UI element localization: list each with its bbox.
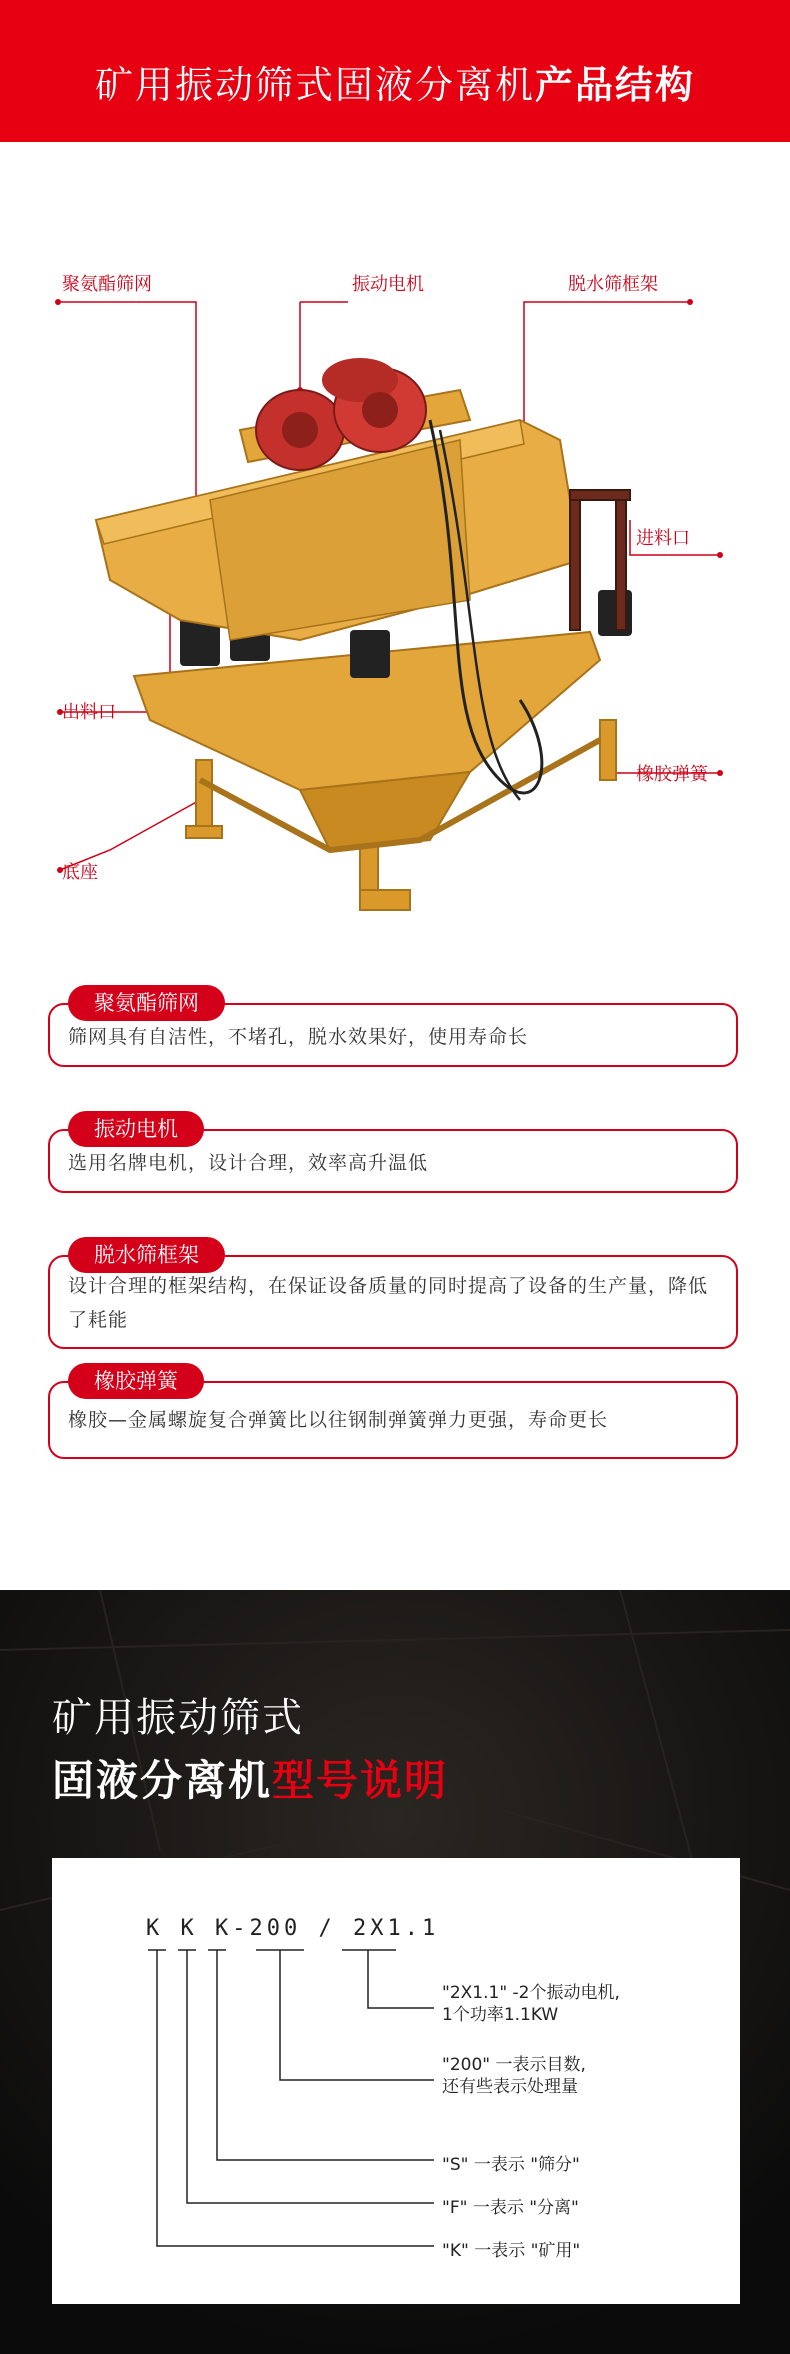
callout-frame: 脱水筛框架 bbox=[568, 274, 658, 295]
feature-text: 选用名牌电机，设计合理，效率高升温低 bbox=[68, 1152, 429, 1174]
explain-mesh-2: 还有些表示处理量 bbox=[442, 2077, 578, 2097]
callout-spring: 橡胶弹簧 bbox=[636, 764, 708, 785]
callout-motor: 振动电机 bbox=[352, 274, 424, 295]
feature-tag: 聚氨酯筛网 bbox=[68, 985, 225, 1021]
model-code-card bbox=[52, 1858, 740, 2304]
machine-illustration bbox=[0, 142, 790, 962]
callout-screen: 聚氨酯筛网 bbox=[62, 274, 152, 295]
callout-outlet: 出料口 bbox=[62, 702, 116, 723]
feature-tag: 振动电机 bbox=[68, 1111, 204, 1147]
explain-f: "F" 一表示 "分离" bbox=[442, 2198, 579, 2218]
model-heading-red: 型号说明 bbox=[272, 1756, 449, 1805]
explain-k: "K" 一表示 "矿用" bbox=[442, 2241, 581, 2261]
title-normal: 矿用振动筛式固液分离机 bbox=[94, 63, 535, 107]
machine-diagram bbox=[0, 142, 790, 962]
code-k2: K bbox=[180, 1916, 198, 1941]
callout-inlet: 进料口 bbox=[636, 528, 690, 549]
code-k3: K bbox=[215, 1916, 233, 1941]
code-rest: -200 / 2X1.1 bbox=[232, 1916, 440, 1941]
page-title bbox=[0, 54, 790, 109]
feature-text: 设计合理的框架结构，在保证设备质量的同时提高了设备的生产量，降低了耗能 bbox=[68, 1275, 709, 1331]
explain-motor-2: 1个功率1.1KW bbox=[442, 2005, 559, 2025]
model-section bbox=[0, 1590, 790, 2354]
header-banner bbox=[0, 0, 790, 142]
code-k1: K bbox=[146, 1916, 164, 1941]
explain-mesh-1: "200" 一表示目数, bbox=[442, 2055, 586, 2075]
explain-motor-1: "2X1.1" -2个振动电机, bbox=[442, 1983, 620, 2003]
model-heading-1: 矿用振动筛式 bbox=[52, 1695, 304, 1741]
model-code bbox=[146, 1916, 439, 1941]
explain-s: "S" 一表示 "筛分" bbox=[442, 2155, 580, 2175]
feature-text: 筛网具有自洁性，不堵孔，脱水效果好，使用寿命长 bbox=[68, 1026, 529, 1048]
callout-base: 底座 bbox=[62, 862, 98, 883]
model-heading-white: 固液分离机 bbox=[52, 1756, 273, 1805]
feature-text: 橡胶—金属螺旋复合弹簧比以往钢制弹簧弹力更强，寿命更长 bbox=[68, 1409, 609, 1431]
title-bold: 产品结构 bbox=[535, 63, 696, 107]
feature-tag: 脱水筛框架 bbox=[68, 1237, 225, 1273]
feature-tag: 橡胶弹簧 bbox=[68, 1363, 204, 1399]
model-heading-2 bbox=[52, 1748, 448, 1808]
